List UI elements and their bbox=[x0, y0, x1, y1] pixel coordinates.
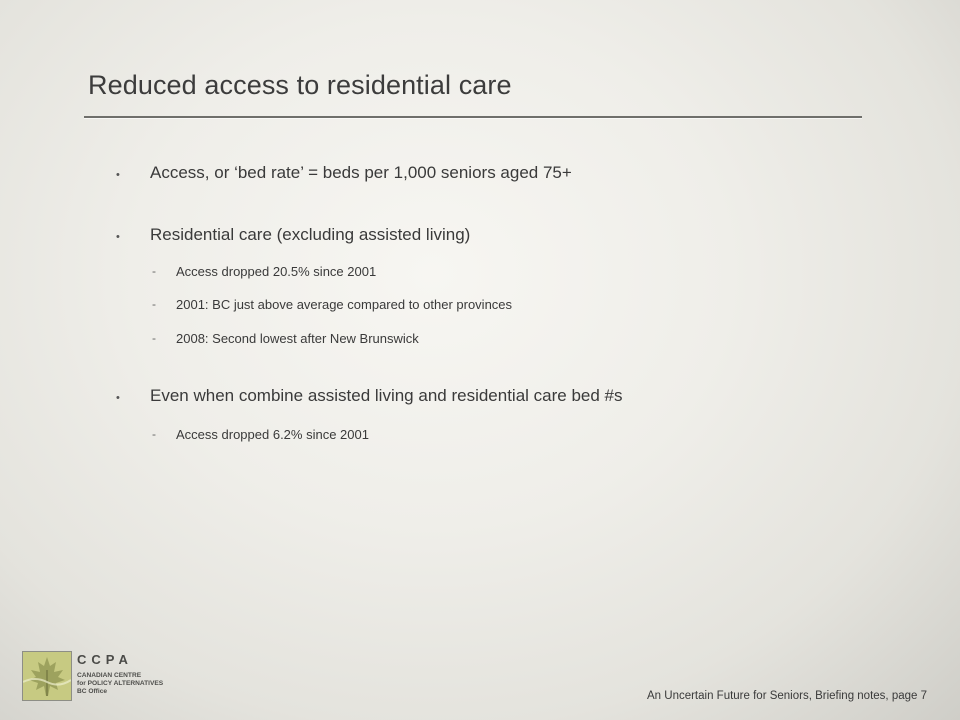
sub-bullet-marker: - bbox=[152, 264, 156, 278]
sub-bullet-item: 2008: Second lowest after New Brunswick bbox=[176, 331, 419, 346]
slide-title: Reduced access to residential care bbox=[88, 70, 512, 100]
logo-line-2: for POLICY ALTERNATIVES bbox=[77, 680, 164, 687]
sub-bullet-item: 2001: BC just above average compared to other provinces bbox=[176, 297, 513, 312]
logo-line-1: CANADIAN CENTRE bbox=[77, 672, 142, 679]
sub-bullet-marker: - bbox=[152, 297, 156, 311]
sub-bullet-marker: - bbox=[152, 427, 156, 441]
sub-bullet-item: Access dropped 20.5% since 2001 bbox=[176, 264, 377, 279]
bullet-item: Access, or ‘bed rate’ = beds per 1,000 seniors aged 75+ bbox=[150, 163, 572, 182]
bullet-marker: • bbox=[116, 392, 120, 404]
bullet-marker: • bbox=[116, 169, 120, 181]
sub-bullet-item: Access dropped 6.2% since 2001 bbox=[176, 427, 369, 442]
bullet-marker: • bbox=[116, 231, 120, 243]
sub-bullet-marker: - bbox=[152, 331, 156, 345]
footer-text: An Uncertain Future for Seniors, Briefing notes, page 7 bbox=[647, 690, 927, 702]
logo-line-3: BC Office bbox=[77, 688, 108, 695]
logo-acronym: CCPA bbox=[77, 652, 133, 667]
title-underline bbox=[84, 116, 862, 118]
bullet-item: Even when combine assisted living and residential care bed #s bbox=[150, 386, 623, 405]
maple-leaf-icon bbox=[22, 651, 72, 701]
bullet-item: Residential care (excluding assisted living) bbox=[150, 225, 471, 244]
ccpa-logo bbox=[22, 651, 172, 703]
